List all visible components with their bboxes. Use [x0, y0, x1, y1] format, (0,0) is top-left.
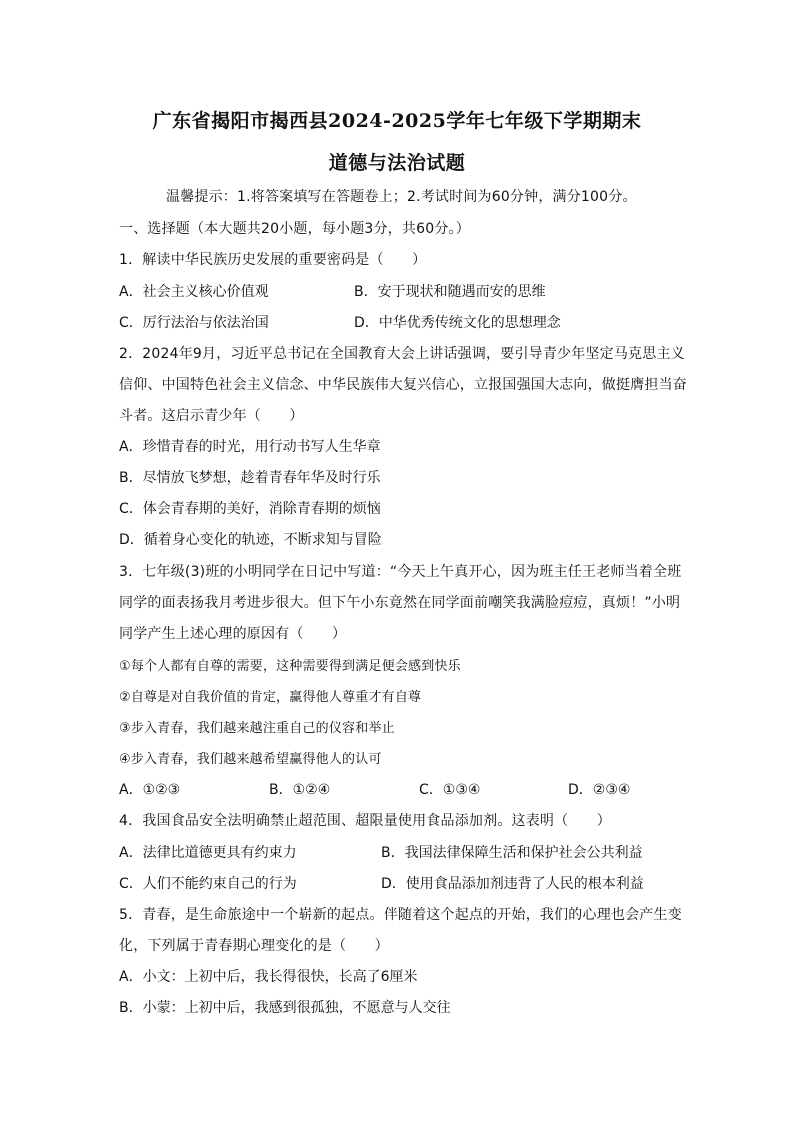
question-5-stem-line: 化，下列属于青春期心理变化的是（ ）: [119, 938, 389, 954]
question-3-statement: ④步入青春，我们越来越希望赢得他人的认可: [119, 752, 382, 767]
exam-subtitle: 道德与法治试题: [328, 152, 466, 174]
question-2-stem-line: 信仰、中国特色社会主义信念、中华民族伟大复兴信心，立报国强国大志向，做挺膺担当奋: [119, 377, 687, 393]
question-1-stem: 1．解读中华民族历史发展的重要密码是（ ）: [119, 252, 427, 268]
question-3-statement: ①每个人都有自尊的需要，这种需要得到满足便会感到快乐: [119, 659, 461, 674]
section-heading: 一、选择题（本大题共20小题，每小题3分，共60分。）: [119, 221, 470, 237]
question-2-option-b: B．尽情放飞梦想，趁着青春年华及时行乐: [119, 470, 381, 486]
question-4-option-a: A．法律比道德更具有约束力: [119, 845, 297, 861]
question-3-stem-line: 3．七年级(3)班的小明同学在日记中写道：“今天上午真开心，因为班主任王老师当着全班: [119, 564, 682, 580]
exam-title: 广东省揭阳市揭西县2024-2025学年七年级下学期期末: [152, 110, 642, 132]
question-4-option-d: D．使用食品添加剂违背了人民的根本利益: [381, 876, 644, 892]
question-3-stem-line: 同学产生上述心理的原因有（ ）: [119, 626, 347, 642]
question-2-stem-line: 2．2024年9月，习近平总书记在全国教育大会上讲话强调，要引导青少年坚定马克思主义: [119, 346, 685, 362]
question-3-statement: ③步入青春，我们越来越注重自己的仪容和举止: [119, 721, 395, 736]
question-2-option-d: D．循着身心变化的轨迹，不断求知与冒险: [119, 532, 382, 548]
question-3-option-c: C．①③④: [419, 782, 481, 798]
question-2-stem-line: 斗者。这启示青少年（ ）: [119, 408, 304, 424]
question-1-option-d: D．中华优秀传统文化的思想理念: [354, 315, 561, 331]
question-2-option-c: C．体会青春期的美好，消除青春期的烦恼: [119, 501, 381, 517]
question-4-option-b: B．我国法律保障生活和保护社会公共利益: [381, 845, 643, 861]
question-5-stem-line: 5．青春，是生命旅途中一个崭新的起点。伴随着这个起点的开始，我们的心理也会产生变: [119, 907, 682, 923]
question-2-option-a: A．珍惜青春的时光，用行动书写人生华章: [119, 439, 381, 455]
question-3-stem-line: 同学的面表扬我月考进步很大。但下午小东竟然在同学面前嘲笑我满脸痘痘，真烦！”小明: [119, 595, 681, 611]
question-3-statement: ②自尊是对自我价值的肯定，赢得他人尊重才有自尊: [119, 690, 422, 705]
question-3-option-d: D．②③④: [568, 782, 631, 798]
exam-tip: 温馨提示：1.将答案填写在答题卷上；2.考试时间为60分钟，满分100分。: [166, 189, 637, 205]
question-5-option-a: A．小文：上初中后，我长得很快，长高了6厘米: [119, 969, 418, 985]
question-1-option-c: C．厉行法治与依法治国: [119, 315, 269, 331]
question-4-stem: 4．我国食品安全法明确禁止超范围、超限量使用食品添加剂。这表明（ ）: [119, 813, 611, 829]
question-4-option-c: C．人们不能约束自己的行为: [119, 876, 297, 892]
question-3-option-a: A．①②③: [119, 782, 181, 798]
question-5-option-b: B．小蒙：上初中后，我感到很孤独，不愿意与人交往: [119, 1000, 451, 1016]
question-3-option-b: B．①②④: [269, 782, 331, 798]
question-1-option-a: A．社会主义核心价值观: [119, 284, 269, 300]
question-1-option-b: B．安于现状和随遇而安的思维: [354, 284, 546, 300]
